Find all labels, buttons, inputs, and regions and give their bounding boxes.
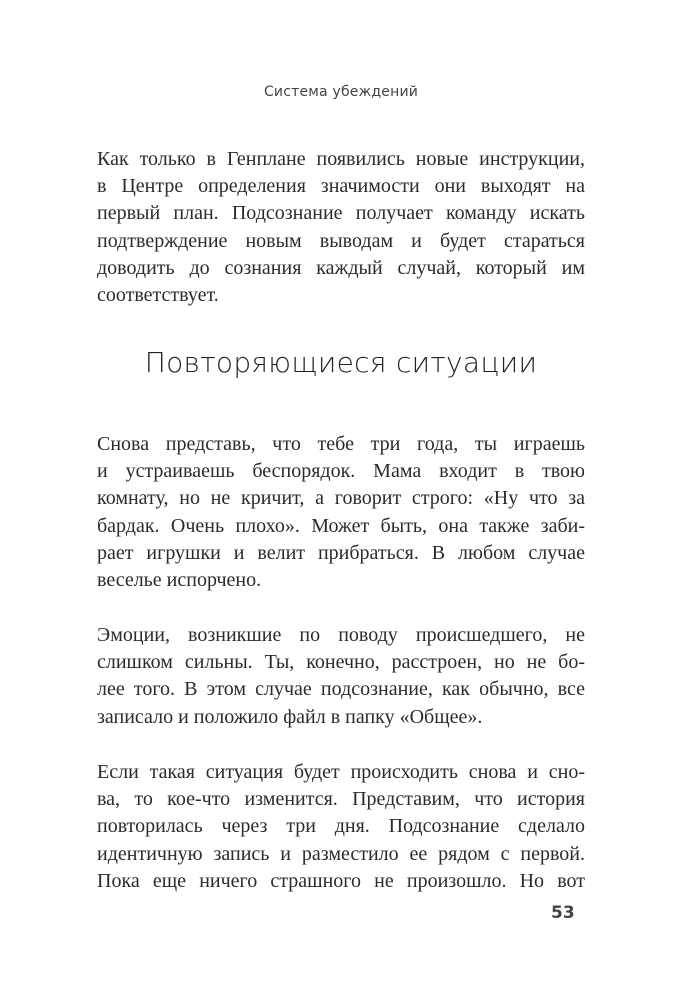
text-line: ва, то кое-что изменится. Представим, что история [97,788,585,811]
text-line: записало и положило файл в папку «Общее». [97,705,483,728]
paragraph-2 [97,431,585,594]
section-heading: Повторяющиеся ситуации [144,346,538,379]
running-header: Система убеждений [263,84,419,100]
text-line: первый план. Подсознание получает команду искать [97,202,585,225]
text-line: бардак. Очень плохо». Может быть, она также заби- [97,514,585,537]
text-line: Снова представь, что тебе три года, ты играешь [97,433,585,455]
text-line: Как только в Генплане появились новые инструкции, [97,148,585,170]
text-line: слишком сильны. Ты, конечно, расстроен, но не бо- [97,651,585,674]
text-line: в Центре определения значимости они выходят на [97,175,585,198]
paragraph-4 [97,759,585,895]
paragraph-3 [97,622,585,731]
text-line: и устраиваешь беспорядок. Мама входит в твою [97,460,585,483]
text-line: Если такая ситуация будет происходить снова и сно- [97,761,585,783]
text-line: веселье испорчено. [97,568,262,591]
text-line: лее того. В этом случае подсознание, как обычно, все [97,678,585,701]
text-line: рает игрушки и велит прибраться. В любом случае [97,541,585,564]
text-line: идентичную запись и разместило ее рядом с первой. [97,842,585,865]
text-line: комнату, но не кричит, а говорит строго: «Ну что за [97,487,585,510]
text-line: доводить до сознания каждый случай, который им [97,256,585,279]
text-line: Эмоции, возникшие по поводу происшедшего, не [97,624,585,646]
text-line: Пока еще ничего страшного не произошло. Но вот [97,869,585,892]
text-line: повторилась через три дня. Подсознание сделало [97,815,585,838]
text-line: соответствует. [97,283,219,306]
text-line: подтверждение новым выводам и будет стараться [97,229,585,252]
paragraph-1 [97,146,585,309]
page-number: 53 [551,903,575,923]
